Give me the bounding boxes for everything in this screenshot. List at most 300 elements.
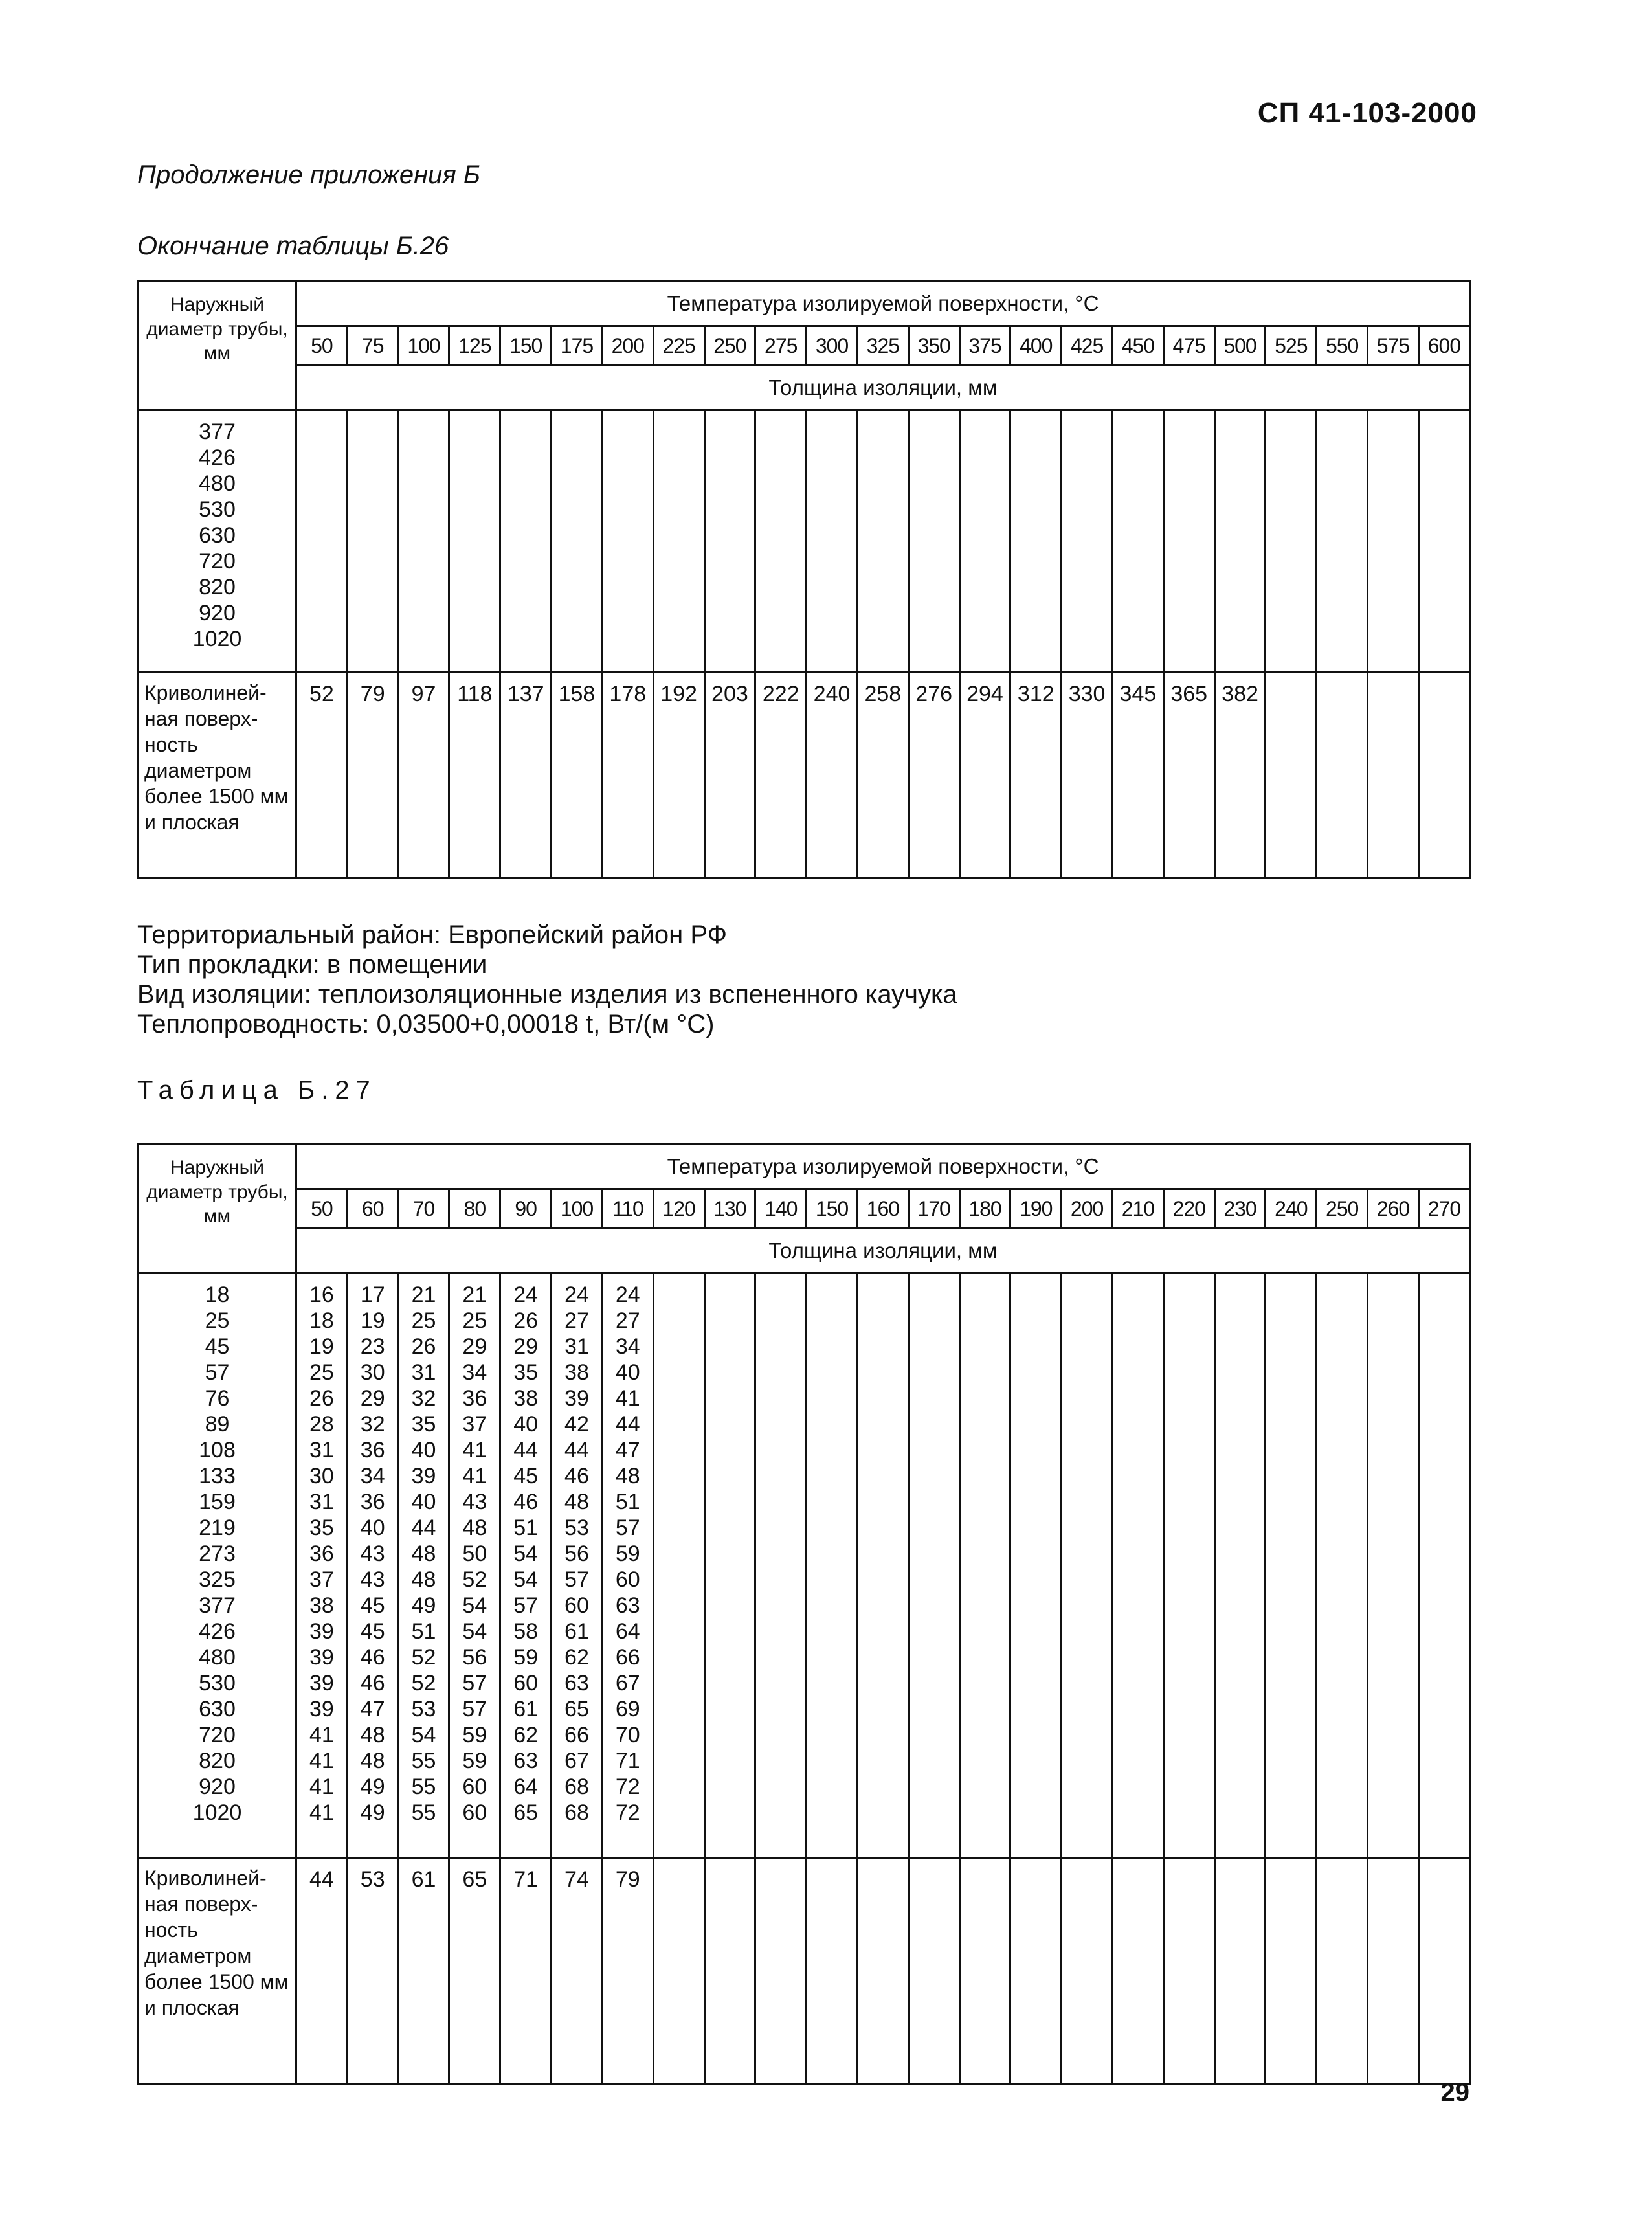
curved-surface-value: 158: [552, 673, 603, 878]
temperature-cell: 50: [296, 1189, 348, 1229]
temperature-cell: 450: [1113, 326, 1164, 366]
thickness-value: 58: [513, 1619, 539, 1644]
thickness-value: 37: [309, 1567, 334, 1592]
thickness-column: [1418, 410, 1469, 673]
diameter-value: 57: [205, 1360, 230, 1385]
curved-surface-value: 74: [552, 1858, 603, 2084]
thickness-value: 47: [360, 1697, 385, 1721]
thickness-column: [959, 410, 1010, 673]
curved-surface-value: [1214, 1858, 1266, 2084]
diameter-value: 273: [199, 1541, 236, 1566]
curved-surface-value: [959, 1858, 1010, 2084]
curved-surface-value: [1317, 673, 1368, 878]
thickness-value: 39: [309, 1645, 334, 1670]
thickness-column: [398, 410, 449, 673]
thickness-value: 21: [462, 1283, 487, 1307]
diameter-value: 89: [205, 1412, 230, 1437]
thickness-column: [1010, 1273, 1062, 1858]
thickness-value: 46: [564, 1464, 589, 1488]
thickness-value: 70: [615, 1723, 640, 1747]
thickness-value: 36: [360, 1490, 385, 1514]
diameter-value: 108: [199, 1438, 236, 1462]
temperature-cell: 70: [398, 1189, 449, 1229]
thickness-value: 26: [309, 1386, 334, 1411]
diameter-value: 76: [205, 1386, 230, 1411]
thickness-value: 45: [513, 1464, 539, 1488]
thickness-value: 49: [360, 1775, 385, 1799]
temperature-cell: 300: [807, 326, 858, 366]
temperature-cell: 60: [347, 1189, 398, 1229]
thickness-value: 16: [309, 1283, 334, 1307]
curved-surface-value: 258: [857, 673, 908, 878]
thickness-value: 32: [411, 1386, 436, 1411]
thickness-value: 29: [360, 1386, 385, 1411]
curved-surface-value: [1418, 1858, 1469, 2084]
temperature-cell: 125: [449, 326, 500, 366]
temperature-cell: 80: [449, 1189, 500, 1229]
thickness-value: 34: [462, 1360, 487, 1385]
thickness-value: 57: [513, 1593, 539, 1618]
thickness-column: [552, 1273, 603, 1858]
thickness-column: [857, 1273, 908, 1858]
thickness-value: 48: [615, 1464, 640, 1488]
thickness-value: 21: [411, 1283, 436, 1307]
thickness-value: 48: [564, 1490, 589, 1514]
thickness-value: 44: [513, 1438, 539, 1462]
temperature-header: Температура изолируемой поверхности, °С: [296, 282, 1470, 326]
curved-surface-value: [1163, 1858, 1214, 2084]
diameter-value: 18: [205, 1283, 230, 1307]
thickness-value: 26: [411, 1334, 436, 1359]
diameter-value: 219: [199, 1516, 236, 1540]
thickness-value: 46: [360, 1671, 385, 1696]
diameter-value: 480: [199, 1645, 236, 1670]
curved-surface-value: 240: [807, 673, 858, 878]
thickness-value: 48: [360, 1723, 385, 1747]
curved-surface-value: 137: [500, 673, 552, 878]
thickness-value: 24: [513, 1283, 539, 1307]
diameter-value: 426: [199, 445, 236, 470]
thickness-value: 25: [462, 1308, 487, 1333]
thickness-value: 36: [309, 1541, 334, 1566]
diameter-value: 920: [199, 601, 236, 625]
thickness-value: 36: [462, 1386, 487, 1411]
temperature-cell: 50: [296, 326, 348, 366]
thickness-value: 40: [615, 1360, 640, 1385]
thickness-value: 55: [411, 1775, 436, 1799]
thickness-value: 47: [615, 1438, 640, 1462]
curved-surface-value: 330: [1062, 673, 1113, 878]
temperature-cell: 325: [857, 326, 908, 366]
diameter-value: 820: [199, 1749, 236, 1773]
diameter-list: [139, 1273, 296, 1858]
thickness-value: 66: [615, 1645, 640, 1670]
diameter-value: 426: [199, 1619, 236, 1644]
thickness-value: 35: [513, 1360, 539, 1385]
thickness-value: 54: [513, 1567, 539, 1592]
curved-surface-label: Криволиней-ная поверх-ность диаметром более 1500 мм и плоская: [139, 1858, 296, 2084]
thickness-value: 19: [360, 1308, 385, 1333]
thickness-value: 29: [513, 1334, 539, 1359]
thickness-value: 44: [411, 1516, 436, 1540]
temperature-cell: 150: [500, 326, 552, 366]
diameter-value: 377: [199, 420, 236, 444]
thickness-value: 72: [615, 1775, 640, 1799]
thickness-value: 55: [411, 1800, 436, 1825]
diameter-value: 720: [199, 1723, 236, 1747]
thickness-value: 31: [309, 1438, 334, 1462]
thickness-value: 30: [309, 1464, 334, 1488]
diameter-value: 45: [205, 1334, 230, 1359]
curved-surface-value: [1317, 1858, 1368, 2084]
diameter-value: 159: [199, 1490, 236, 1514]
curved-surface-value: [1418, 673, 1469, 878]
temperature-cell: 210: [1113, 1189, 1164, 1229]
curved-surface-value: 61: [398, 1858, 449, 2084]
temperature-cell: 120: [653, 1189, 704, 1229]
thickness-value: 41: [462, 1438, 487, 1462]
thickness-value: 19: [309, 1334, 334, 1359]
thickness-value: 60: [513, 1671, 539, 1696]
continuation-title: Продолжение приложения Б: [137, 161, 480, 189]
corner-label: Наружный диаметр трубы, мм: [139, 282, 296, 410]
thickness-value: 41: [309, 1723, 334, 1747]
thickness-value: 23: [360, 1334, 385, 1359]
thickness-value: 65: [513, 1800, 539, 1825]
thickness-value: 40: [360, 1516, 385, 1540]
insulation-line: Вид изоляции: теплоизоляционные изделия из вспененного каучука: [137, 980, 957, 1009]
temperature-cell: 250: [1317, 1189, 1368, 1229]
curved-surface-value: 71: [500, 1858, 552, 2084]
thickness-column: [755, 410, 807, 673]
curved-surface-value: [1113, 1858, 1164, 2084]
thickness-value: 24: [564, 1283, 589, 1307]
thickness-value: 39: [309, 1671, 334, 1696]
curved-surface-value: [755, 1858, 807, 2084]
thickness-column: [296, 410, 348, 673]
thickness-value: 51: [513, 1516, 539, 1540]
temperature-cell: 500: [1214, 326, 1266, 366]
diameter-value: 720: [199, 549, 236, 574]
curved-surface-value: 203: [704, 673, 755, 878]
thickness-column: [959, 1273, 1010, 1858]
curved-surface-value: 178: [602, 673, 653, 878]
curved-surface-value: [1368, 673, 1419, 878]
thickness-value: 41: [309, 1775, 334, 1799]
temperature-cell: 100: [552, 1189, 603, 1229]
thickness-column: [1062, 1273, 1113, 1858]
thickness-value: 27: [564, 1308, 589, 1333]
thickness-value: 59: [462, 1723, 487, 1747]
thickness-value: 56: [564, 1541, 589, 1566]
thickness-value: 52: [411, 1671, 436, 1696]
curved-surface-value: 53: [347, 1858, 398, 2084]
temperature-cell: 230: [1214, 1189, 1266, 1229]
temperature-cell: 140: [755, 1189, 807, 1229]
thickness-value: 49: [411, 1593, 436, 1618]
diameter-value: 530: [199, 1671, 236, 1696]
diameter-value: 630: [199, 523, 236, 548]
thickness-value: 52: [462, 1567, 487, 1592]
thickness-value: 43: [462, 1490, 487, 1514]
thickness-column: [1113, 410, 1164, 673]
temperature-cell: 200: [1062, 1189, 1113, 1229]
thickness-value: 54: [513, 1541, 539, 1566]
temperature-cell: 150: [807, 1189, 858, 1229]
curved-surface-value: [704, 1858, 755, 2084]
thickness-column: [602, 1273, 653, 1858]
thickness-column: [704, 1273, 755, 1858]
curved-surface-value: 79: [602, 1858, 653, 2084]
curved-surface-value: [1266, 673, 1317, 878]
temperature-cell: 275: [755, 326, 807, 366]
thickness-value: 38: [564, 1360, 589, 1385]
curved-surface-value: [807, 1858, 858, 2084]
temperature-cell: 170: [908, 1189, 959, 1229]
thickness-value: 43: [360, 1567, 385, 1592]
thickness-value: 25: [309, 1360, 334, 1385]
thickness-column: [1317, 410, 1368, 673]
curved-surface-value: 44: [296, 1858, 348, 2084]
region-line: Территориальный район: Европейский район РФ: [137, 921, 727, 949]
thickness-value: 31: [564, 1334, 589, 1359]
thickness-value: 72: [615, 1800, 640, 1825]
thickness-column: [398, 1273, 449, 1858]
thickness-column: [296, 1273, 348, 1858]
thickness-value: 31: [309, 1490, 334, 1514]
diameter-value: 25: [205, 1308, 230, 1333]
diameter-value: 820: [199, 575, 236, 599]
curved-surface-value: 276: [908, 673, 959, 878]
thickness-value: 39: [564, 1386, 589, 1411]
temperature-cell: 110: [602, 1189, 653, 1229]
temperature-cell: 400: [1010, 326, 1062, 366]
thickness-column: [755, 1273, 807, 1858]
thickness-value: 60: [462, 1800, 487, 1825]
thickness-column: [653, 410, 704, 673]
temperature-cell: 250: [704, 326, 755, 366]
diameter-value: 377: [199, 1593, 236, 1618]
curved-surface-value: [1062, 1858, 1113, 2084]
thickness-value: 38: [513, 1386, 539, 1411]
thickness-value: 63: [513, 1749, 539, 1773]
curved-surface-label: Криволиней-ная поверх-ность диаметром более 1500 мм и плоская: [139, 673, 296, 878]
thickness-column: [807, 1273, 858, 1858]
thickness-value: 41: [309, 1800, 334, 1825]
thickness-column: [449, 410, 500, 673]
thickness-value: 68: [564, 1800, 589, 1825]
thickness-value: 60: [462, 1775, 487, 1799]
thickness-value: 45: [360, 1593, 385, 1618]
diameter-list: [139, 410, 296, 673]
thickness-value: 51: [411, 1619, 436, 1644]
thickness-value: 44: [615, 1412, 640, 1437]
thickness-column: [1062, 410, 1113, 673]
thickness-column: [500, 1273, 552, 1858]
temperature-cell: 550: [1317, 326, 1368, 366]
diameter-value: 325: [199, 1567, 236, 1592]
thickness-value: 67: [615, 1671, 640, 1696]
thickness-column: [857, 410, 908, 673]
temperature-cell: 260: [1368, 1189, 1419, 1229]
curved-surface-value: 65: [449, 1858, 500, 2084]
table-b27-caption: Таблица Б.27: [137, 1076, 377, 1104]
temperature-cell: 190: [1010, 1189, 1062, 1229]
thickness-value: 68: [564, 1775, 589, 1799]
thickness-value: 35: [309, 1516, 334, 1540]
thickness-value: 67: [564, 1749, 589, 1773]
thickness-column: [1163, 1273, 1214, 1858]
temperature-cell: 75: [347, 326, 398, 366]
thickness-value: 48: [411, 1541, 436, 1566]
diameter-value: 1020: [192, 627, 242, 651]
thickness-column: [449, 1273, 500, 1858]
thickness-value: 39: [411, 1464, 436, 1488]
thickness-value: 60: [564, 1593, 589, 1618]
thickness-column: [1368, 410, 1419, 673]
thickness-value: 40: [411, 1490, 436, 1514]
thickness-column: [1214, 410, 1266, 673]
thickness-value: 71: [615, 1749, 640, 1773]
curved-surface-value: 294: [959, 673, 1010, 878]
document-code: СП 41-103-2000: [1257, 97, 1477, 129]
curved-surface-value: 192: [653, 673, 704, 878]
thickness-value: 65: [564, 1697, 589, 1721]
thickness-value: 40: [411, 1438, 436, 1462]
thickness-value: 24: [615, 1283, 640, 1307]
thickness-value: 37: [462, 1412, 487, 1437]
thickness-value: 57: [564, 1567, 589, 1592]
curved-surface-value: 365: [1163, 673, 1214, 878]
thickness-column: [347, 1273, 398, 1858]
temperature-header: Температура изолируемой поверхности, °С: [296, 1145, 1470, 1189]
table-a-title: Окончание таблицы Б.26: [137, 232, 449, 260]
thickness-value: 27: [615, 1308, 640, 1333]
thickness-column: [807, 410, 858, 673]
thickness-value: 35: [411, 1412, 436, 1437]
curved-surface-value: 118: [449, 673, 500, 878]
thickness-column: [1010, 410, 1062, 673]
thickness-value: 39: [309, 1697, 334, 1721]
thickness-value: 28: [309, 1412, 334, 1437]
conductivity-line: Теплопроводность: 0,03500+0,00018 t, Вт/(м °С): [137, 1010, 715, 1038]
thickness-value: 62: [564, 1645, 589, 1670]
thickness-value: 52: [411, 1645, 436, 1670]
thickness-value: 53: [564, 1516, 589, 1540]
thickness-column: [1418, 1273, 1469, 1858]
thickness-value: 59: [615, 1541, 640, 1566]
curved-surface-value: 79: [347, 673, 398, 878]
thickness-value: 69: [615, 1697, 640, 1721]
temperature-cell: 90: [500, 1189, 552, 1229]
thickness-value: 63: [615, 1593, 640, 1618]
thickness-column: [704, 410, 755, 673]
curved-surface-value: 382: [1214, 673, 1266, 878]
temperature-cell: 175: [552, 326, 603, 366]
temperature-cell: 475: [1163, 326, 1214, 366]
thickness-column: [500, 410, 552, 673]
thickness-column: [1317, 1273, 1368, 1858]
temperature-cell: 225: [653, 326, 704, 366]
thickness-value: 45: [360, 1619, 385, 1644]
thickness-value: 59: [513, 1645, 539, 1670]
thickness-value: 26: [513, 1308, 539, 1333]
thickness-header: Толщина изоляции, мм: [296, 1229, 1470, 1273]
thickness-value: 56: [462, 1645, 487, 1670]
thickness-value: 57: [462, 1671, 487, 1696]
thickness-column: [908, 1273, 959, 1858]
thickness-value: 30: [360, 1360, 385, 1385]
curved-surface-value: 345: [1113, 673, 1164, 878]
curved-surface-value: [1266, 1858, 1317, 2084]
thickness-value: 39: [309, 1619, 334, 1644]
temperature-cell: 270: [1418, 1189, 1469, 1229]
temperature-cell: 220: [1163, 1189, 1214, 1229]
temperature-cell: 200: [602, 326, 653, 366]
thickness-value: 42: [564, 1412, 589, 1437]
thickness-value: 46: [513, 1490, 539, 1514]
temperature-cell: 130: [704, 1189, 755, 1229]
thickness-column: [1266, 1273, 1317, 1858]
curved-surface-value: [857, 1858, 908, 2084]
thickness-value: 32: [360, 1412, 385, 1437]
thickness-column: [602, 410, 653, 673]
thickness-column: [347, 410, 398, 673]
thickness-value: 66: [564, 1723, 589, 1747]
thickness-column: [552, 410, 603, 673]
curved-surface-value: [1010, 1858, 1062, 2084]
temperature-cell: 350: [908, 326, 959, 366]
diameter-value: 530: [199, 497, 236, 522]
thickness-value: 43: [360, 1541, 385, 1566]
thickness-value: 38: [309, 1593, 334, 1618]
thickness-value: 54: [462, 1619, 487, 1644]
thickness-value: 57: [615, 1516, 640, 1540]
thickness-value: 40: [513, 1412, 539, 1437]
thickness-value: 53: [411, 1697, 436, 1721]
diameter-value: 920: [199, 1775, 236, 1799]
thickness-value: 57: [462, 1697, 487, 1721]
temperature-cell: 525: [1266, 326, 1317, 366]
thickness-column: [1163, 410, 1214, 673]
thickness-value: 59: [462, 1749, 487, 1773]
thickness-column: [1214, 1273, 1266, 1858]
thickness-value: 29: [462, 1334, 487, 1359]
curved-surface-value: [908, 1858, 959, 2084]
diameter-value: 133: [199, 1464, 236, 1488]
curved-surface-value: 222: [755, 673, 807, 878]
temperature-cell: 600: [1418, 326, 1469, 366]
temperature-cell: 180: [959, 1189, 1010, 1229]
thickness-value: 54: [462, 1593, 487, 1618]
temperature-cell: 575: [1368, 326, 1419, 366]
temperature-cell: 375: [959, 326, 1010, 366]
curved-surface-value: 97: [398, 673, 449, 878]
thickness-value: 17: [360, 1283, 385, 1307]
thickness-value: 36: [360, 1438, 385, 1462]
corner-label: Наружный диаметр трубы, мм: [139, 1145, 296, 1273]
thickness-value: 51: [615, 1490, 640, 1514]
temperature-cell: 425: [1062, 326, 1113, 366]
thickness-value: 61: [564, 1619, 589, 1644]
thickness-value: 44: [564, 1438, 589, 1462]
curved-surface-value: 312: [1010, 673, 1062, 878]
curved-surface-value: 52: [296, 673, 348, 878]
curved-surface-value: [1368, 1858, 1419, 2084]
thickness-value: 48: [360, 1749, 385, 1773]
table-b27: [137, 1143, 1471, 2085]
thickness-value: 50: [462, 1541, 487, 1566]
